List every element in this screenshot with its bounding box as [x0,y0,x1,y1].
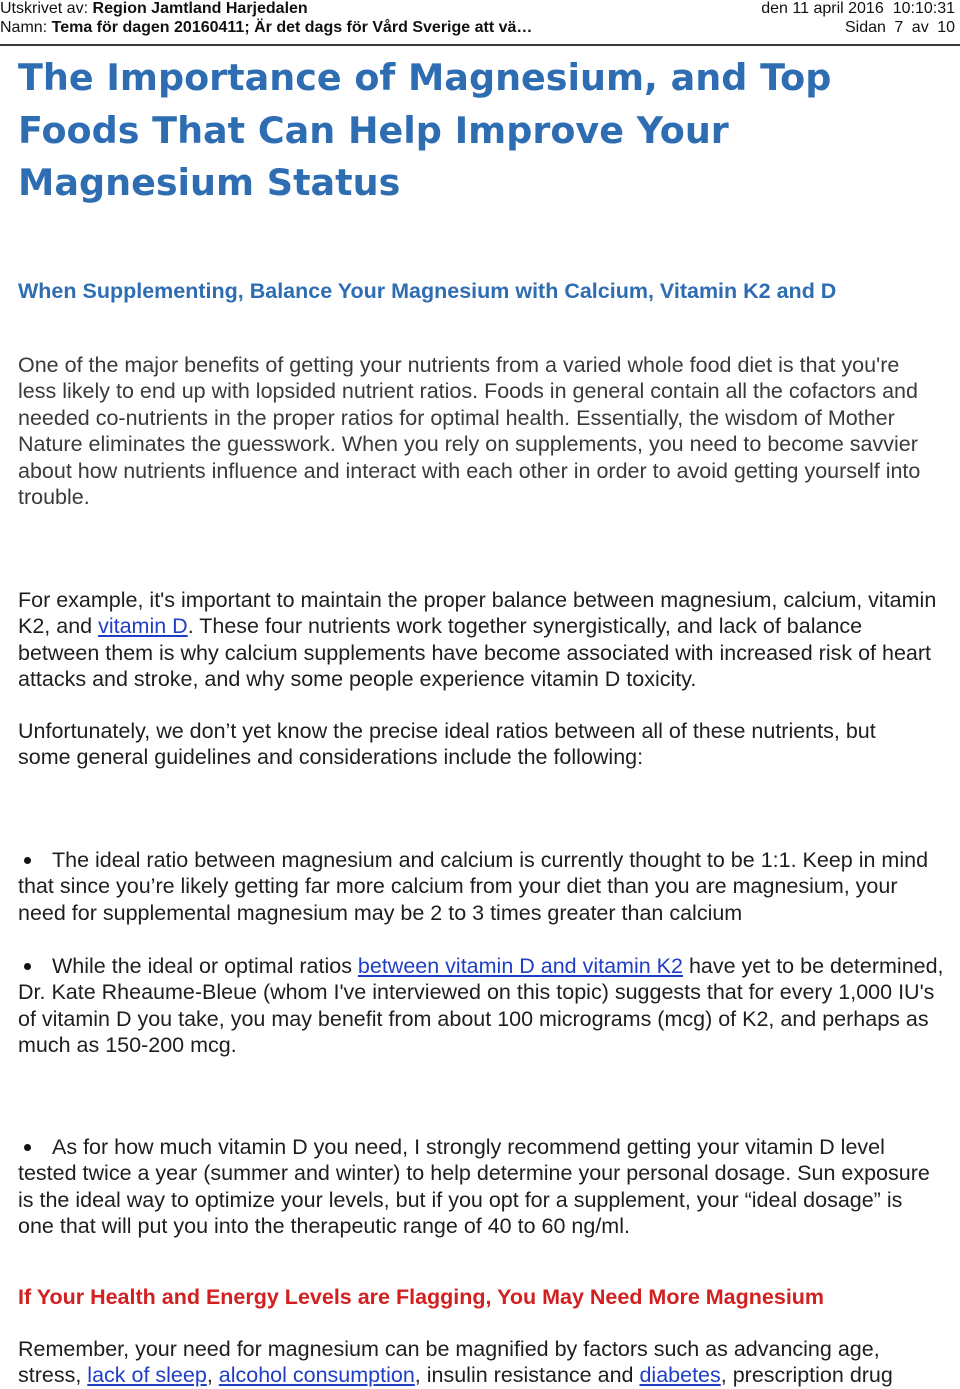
printed-by-label: Utskrivet av: [0,0,89,17]
printed-by [0,0,308,18]
print-timestamp [761,0,955,18]
text-line: needed co-nutrients in the proper ratios for optimal health. Essentially, the wisdom of Mother [18,405,895,430]
text-segment: , prescription drug [720,1363,893,1388]
closing-paragraph [18,1336,953,1389]
print-time: 10:10:31 [892,0,955,17]
text-line: For example, it's important to maintain the proper balance between magnesium, calcium, vitamin [18,588,937,612]
alcohol-consumption-link[interactable]: alcohol consumption [218,1363,415,1388]
bullet-item-ratio [18,847,953,926]
text-segment: K2, and [18,614,99,639]
section-subheading: When Supplementing, Balance Your Magnesium with Calcium, Vitamin K2 and D [18,279,837,303]
text-line: tested twice a year (summer and winter) to help determine your personal dosage. Sun exposure [18,1161,930,1186]
page-total: 10 [937,18,955,36]
vitamin-d-link[interactable]: vitamin D [98,614,188,639]
text-segment: have yet to be determined, [682,954,944,978]
text-segment: stress, [18,1363,88,1388]
bullet-marker [24,1144,31,1151]
text-line: of vitamin D you take, you may benefit from about 100 micrograms (mcg) of K2, and perhaps as [18,1006,929,1031]
print-date: den 11 april 2016 [761,0,884,17]
text-line: that since you’re likely getting far more calcium from your diet than you are magnesium, your [18,874,898,899]
page-counter [845,18,955,37]
page-label: Sidan [844,18,886,36]
bullet-item-vitamin-k2 [18,953,953,1059]
text-line: Unfortunately, we don’t yet know the precise ideal ratios between all of these nutrients, but [18,719,876,743]
section-heading-flagging: If Your Health and Energy Levels are Flagging, You May Need More Magnesium [18,1285,825,1309]
text-line [18,613,953,639]
text-line: is the ideal way to optimize your levels, but if you opt for a supplement, your “ideal dosage” is [18,1187,903,1212]
bullet-marker [24,857,31,864]
document-name-label: Namn: [0,18,48,36]
text-line: much as 150-200 mcg. [18,1033,237,1058]
title-line: The Importance of Magnesium, and Top [18,56,832,99]
text-line: about how nutrients influence and interact with each other in order to avoid getting yourself into [18,458,921,483]
text-line: The ideal ratio between magnesium and calcium is currently thought to be 1:1. Keep in mind [52,848,929,872]
text-line [18,1362,953,1388]
text-line: between them is why calcium supplements have become associated with increased risk of heart [18,640,932,665]
header-divider [0,44,960,46]
text-line: Remember, your need for magnesium can be magnified by factors such as advancing age, [18,1337,880,1361]
text-line: As for how much vitamin D you need, I strongly recommend getting your vitamin D level [52,1135,885,1159]
text-segment: . These four nutrients work together synergistically, and lack of balance [187,614,863,639]
example-paragraph [18,587,953,693]
print-header-line-1 [0,0,960,18]
document-name-value: Tema för dagen 20160411; Är det dags för Vård Sverige att vä… [51,18,533,36]
page-of-label: av [911,18,929,36]
text-segment: While the ideal or optimal ratios [52,954,358,978]
article-title [18,52,831,210]
title-line: Foods That Can Help Improve Your [18,108,729,152]
text-line: Dr. Kate Rheaume-Bleue (whom I've interviewed on this topic) suggests that for every 1,000 IU's [18,980,935,1005]
text-line: One of the major benefits of getting your nutrients from a varied whole food diet is that you're [18,353,900,377]
bullet-item-vitamin-d-level [18,1134,953,1240]
text-line: trouble. [18,484,90,509]
title-line: Magnesium Status [18,161,401,204]
diabetes-link[interactable]: diabetes [639,1363,721,1388]
text-line: attacks and stroke, and why some people experience vitamin D toxicity. [18,667,697,692]
print-header-line-2 [0,18,960,37]
text-line: need for supplemental magnesium may be 2 to 3 times greater than calcium [18,900,743,925]
text-segment: , [206,1363,219,1388]
lack-of-sleep-link[interactable]: lack of sleep [87,1363,207,1388]
text-segment: , insulin resistance and [414,1363,640,1388]
guidelines-paragraph [18,718,953,771]
bullet-marker [24,963,31,970]
document-name [0,18,532,37]
text-line: Nature eliminates the guesswork. When you rely on supplements, you need to become savvier [18,432,918,457]
text-line: less likely to end up with lopsided nutrient ratios. Foods in general contain all the cofactors and [18,379,918,404]
text-line [18,953,953,979]
printed-by-value: Region Jamtland Harjedalen [92,0,308,17]
vitamin-d-k2-link[interactable]: between vitamin D and vitamin K2 [357,954,683,978]
text-line: some general guidelines and considerations include the following: [18,745,644,770]
page-current: 7 [894,18,904,36]
text-line: one that will put you into the therapeutic range of 40 to 60 ng/ml. [18,1214,630,1239]
intro-paragraph [18,352,953,510]
